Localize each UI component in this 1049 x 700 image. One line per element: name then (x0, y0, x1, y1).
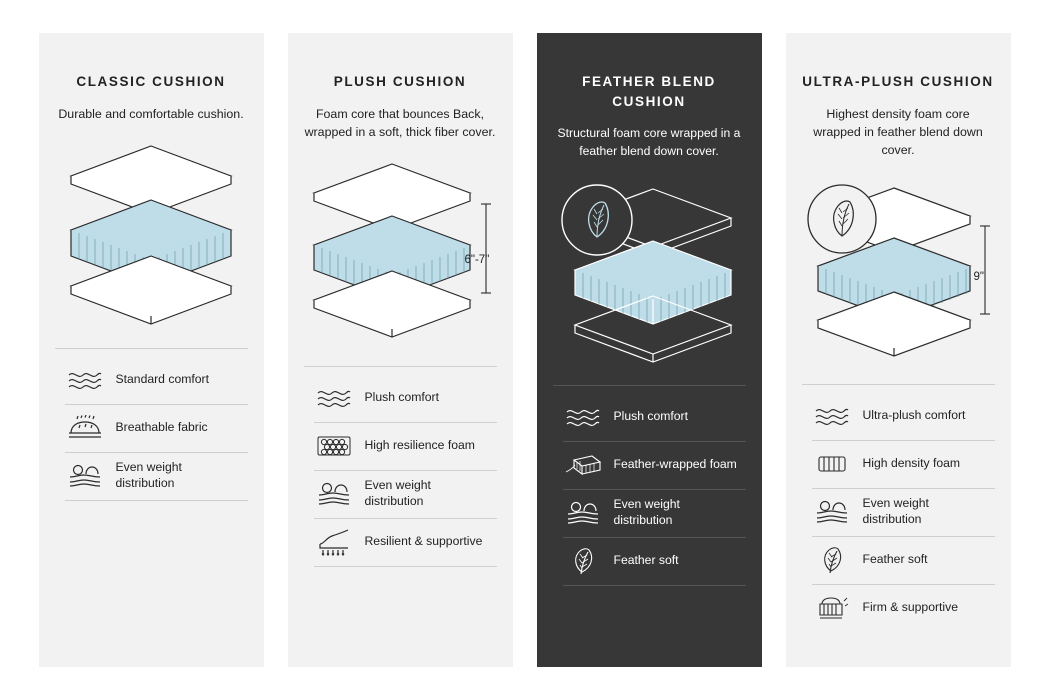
feather-icon (563, 546, 603, 576)
feature-item (314, 423, 497, 470)
even-weight-icon (314, 479, 354, 509)
feature-label: Firm & supportive (862, 600, 958, 615)
divider (55, 348, 248, 349)
feature-item (812, 585, 995, 632)
card-subtitle: Foam core that bounces Back, wrapped in a soft, thick fiber cover. (304, 106, 496, 139)
leaf-badge-icon (562, 185, 632, 255)
divider (553, 385, 746, 386)
feature-label: Feather soft (862, 552, 928, 567)
feature-item (563, 490, 746, 537)
cushion-diagram-plush (304, 156, 497, 366)
feature-label: Feather-wrapped foam (613, 457, 737, 472)
wave-lines-icon (65, 365, 105, 395)
card-subtitle: Structural foam core wrapped in a feather blend down cover. (557, 126, 741, 158)
feature-label: Even weight distribution (364, 478, 431, 509)
card-title: ULTRA-PLUSH CUSHION (802, 74, 994, 89)
honeycomb-icon (314, 431, 354, 461)
cushion-card-feather-blend (537, 33, 762, 667)
breathable-fabric-icon (65, 413, 105, 443)
feature-item (65, 357, 248, 404)
card-title: FEATHER BLEND CUSHION (582, 74, 716, 109)
divider (314, 566, 497, 567)
firm-support-icon (812, 593, 852, 623)
feature-label: Standard comfort (115, 372, 209, 387)
feature-item (563, 394, 746, 441)
feature-item (812, 489, 995, 536)
feature-item (314, 471, 497, 518)
card-title: PLUSH CUSHION (333, 74, 467, 89)
feature-item (563, 442, 746, 489)
divider (65, 500, 248, 501)
resilient-support-icon (314, 527, 354, 557)
cushion-diagram-ultra-plush (802, 174, 995, 384)
feature-item (563, 538, 746, 585)
feature-list (304, 375, 497, 567)
even-weight-icon (812, 497, 852, 527)
leaf-badge-icon (808, 185, 876, 253)
divider (802, 384, 995, 385)
even-weight-icon (65, 461, 105, 491)
feature-label: Even weight distribution (613, 497, 680, 527)
cushion-diagram-classic (55, 138, 248, 348)
high-density-foam-icon (812, 449, 852, 479)
wave-lines-icon (812, 401, 852, 431)
feather-wrapped-foam-icon (563, 450, 603, 480)
feature-list (802, 393, 995, 632)
feature-item (314, 375, 497, 422)
card-subtitle: Durable and comfortable cushion. (58, 106, 244, 121)
feature-item (314, 519, 497, 566)
wave-lines-icon (314, 383, 354, 413)
even-weight-icon (563, 498, 603, 528)
feature-label: Even weight distribution (862, 496, 929, 527)
cushion-card-classic (39, 33, 264, 667)
cushion-diagram-feather-blend (553, 175, 746, 385)
card-title: CLASSIC CUSHION (76, 74, 226, 89)
feature-item (65, 405, 248, 452)
feature-label: Breathable fabric (115, 420, 208, 435)
feature-label: Ultra-plush comfort (862, 408, 966, 423)
wave-lines-icon (563, 402, 603, 432)
height-label: 9" (973, 270, 984, 283)
card-subtitle: Highest density foam core wrapped in feather blend down cover. (813, 106, 983, 157)
feature-label: Even weight distribution (115, 460, 182, 491)
feature-item (812, 441, 995, 488)
feather-icon (812, 545, 852, 575)
feature-label: Feather soft (613, 553, 679, 568)
feature-label: Resilient & supportive (364, 534, 483, 549)
height-label: 6"-7" (464, 253, 490, 266)
feature-label: High density foam (862, 456, 961, 471)
feature-label: High resilience foam (364, 438, 475, 453)
divider (563, 585, 746, 586)
feature-list (553, 394, 746, 586)
divider (304, 366, 497, 367)
feature-item (65, 453, 248, 500)
feature-item (812, 393, 995, 440)
feature-label: Plush comfort (613, 409, 689, 424)
feature-item (812, 537, 995, 584)
cushion-card-ultra-plush (786, 33, 1011, 667)
feature-list (55, 357, 248, 501)
feature-label: Plush comfort (364, 390, 440, 405)
cushion-card-plush (288, 33, 513, 667)
